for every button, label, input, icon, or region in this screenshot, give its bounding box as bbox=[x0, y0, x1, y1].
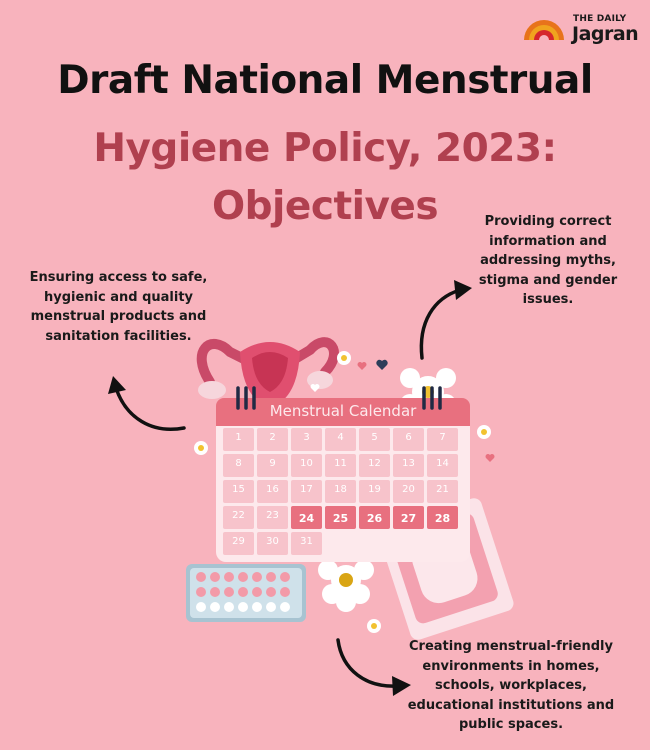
objective-access: Ensuring access to safe, hygienic and quality menstrual products and sanitation facilities. bbox=[29, 270, 208, 344]
calendar-day: 9 bbox=[257, 454, 288, 477]
calendar-title: Menstrual Calendar bbox=[269, 402, 417, 420]
calendar-day: 22 bbox=[223, 506, 254, 529]
calendar-day: 29 bbox=[223, 532, 254, 555]
calendar-day: 3 bbox=[291, 428, 322, 451]
calendar-day: 5 bbox=[359, 428, 390, 451]
calendar-day: 25 bbox=[325, 506, 356, 529]
calendar-day: 20 bbox=[393, 480, 424, 503]
objective-environments: Creating menstrual-friendly environments in homes, schools, workplaces, educational institutions and public spaces. bbox=[407, 639, 615, 732]
calendar-day: 30 bbox=[257, 532, 288, 555]
calendar-day: 24 bbox=[291, 506, 322, 529]
calendar-day: 4 bbox=[325, 428, 356, 451]
calendar-day: 10 bbox=[291, 454, 322, 477]
calendar-day: 27 bbox=[393, 506, 424, 529]
calendar-day: 26 bbox=[359, 506, 390, 529]
menstrual-calendar bbox=[216, 398, 470, 562]
page-title-line-1: Draft National Menstrual bbox=[57, 58, 593, 103]
page-title-line-2: Hygiene Policy, 2023: bbox=[93, 126, 557, 171]
arrow-icon-bottom bbox=[332, 636, 414, 698]
pill-pack-icon bbox=[186, 564, 306, 622]
calendar-day: 7 bbox=[427, 428, 458, 451]
brand-small-text: THE DAILY bbox=[573, 14, 627, 24]
calendar-day: 2 bbox=[257, 428, 288, 451]
calendar-grid bbox=[223, 428, 464, 556]
brand-logo bbox=[522, 14, 640, 44]
calendar-day: 21 bbox=[427, 480, 458, 503]
calendar-day: 1 bbox=[223, 428, 254, 451]
calendar-day: 16 bbox=[257, 480, 288, 503]
calendar-day: 19 bbox=[359, 480, 390, 503]
calendar-day: 6 bbox=[393, 428, 424, 451]
calendar-day: 8 bbox=[223, 454, 254, 477]
sunrise-icon bbox=[522, 16, 566, 40]
objective-information: Providing correct information and addressing myths, stigma and gender issues. bbox=[478, 214, 618, 307]
calendar-day: 12 bbox=[359, 454, 390, 477]
brand-name: Jagran bbox=[572, 23, 639, 45]
calendar-day: 31 bbox=[291, 532, 322, 555]
calendar-day: 23 bbox=[257, 506, 288, 529]
calendar-day: 17 bbox=[291, 480, 322, 503]
page-title-line-3: Objectives bbox=[211, 184, 439, 229]
calendar-day: 11 bbox=[325, 454, 356, 477]
calendar-day: 28 bbox=[427, 506, 458, 529]
calendar-day: 18 bbox=[325, 480, 356, 503]
calendar-day: 14 bbox=[427, 454, 458, 477]
calendar-day: 15 bbox=[223, 480, 254, 503]
calendar-day: 13 bbox=[393, 454, 424, 477]
